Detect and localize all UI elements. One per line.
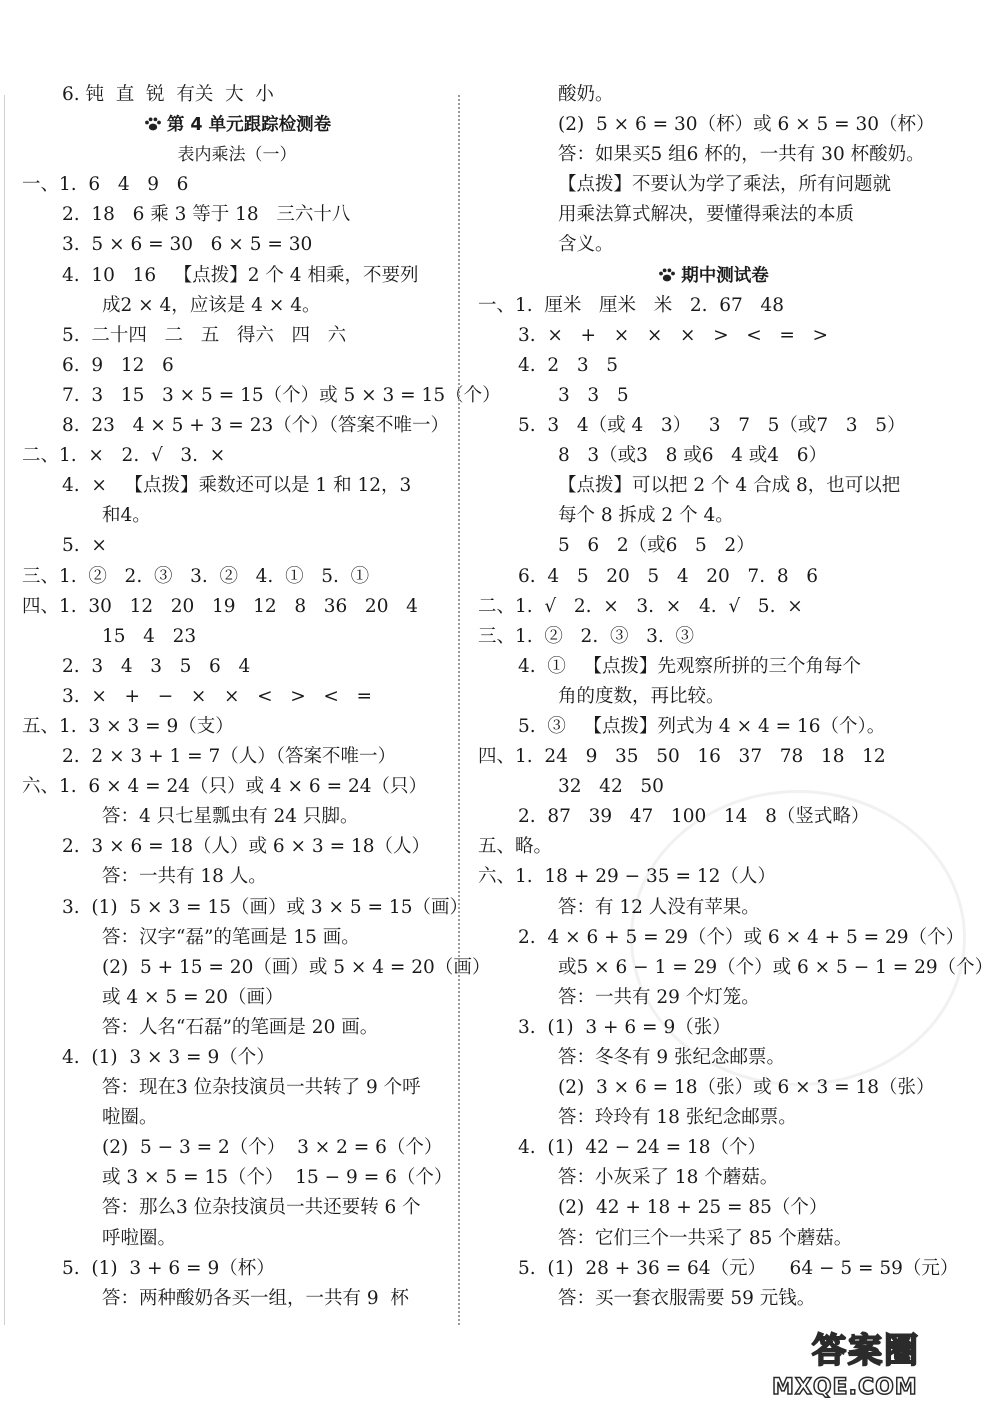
answer-line: 7. 3 15 3 × 5 = 15（个）或 5 × 3 = 15（个） [62, 384, 501, 406]
answer-line: 或 4 × 5 = 20（画） [102, 986, 284, 1008]
answer-line: (2) 42 + 18 + 25 = 85（个） [558, 1197, 828, 1219]
answer-line: 3. 5 × 6 = 30 6 × 5 = 30 [62, 234, 313, 256]
answer-line: 5. ③ 【点拨】列式为 4 × 4 = 16（个）。 [518, 715, 886, 737]
answer-line: 角的度数，再比较。 [558, 685, 725, 707]
answer-line: 2. 18 6 乘 3 等于 18 三六十八 [62, 204, 351, 226]
left-column [22, 80, 501, 1314]
answer-line: 答：有 12 人没有苹果。 [558, 896, 760, 918]
answer-line: 含义。 [558, 234, 614, 256]
answer-line: (2) 5 + 15 = 20（画）或 5 × 4 = 20（画） [102, 956, 491, 978]
answer-line: 答：现在3 位杂技演员一共转了 9 个呼 [102, 1077, 421, 1099]
answer-line: 答：玲玲有 18 张纪念邮票。 [558, 1107, 797, 1129]
answer-line: 2. 4 × 6 + 5 = 29（个）或 6 × 4 + 5 = 29（个） [518, 926, 965, 948]
answer-line: 呼啦圈。 [102, 1227, 177, 1249]
section-title-text: 期中测试卷 [681, 265, 769, 286]
answer-line: 二、1. × 2. √ 3. × [22, 445, 226, 467]
answer-line: 4. ① 【点拨】先观察所拼的三个角每个 [518, 655, 862, 677]
answer-line: 4. (1) 3 × 3 = 9（个） [62, 1047, 275, 1068]
answer-line: 和4。 [102, 505, 151, 527]
answer-line: 2. 3 4 3 5 6 4 [62, 655, 251, 677]
watermark [767, 1323, 982, 1411]
answer-line: 四、1. 24 9 35 50 16 37 78 18 12 [478, 746, 886, 768]
answer-line: 8 3（或3 8 或6 4 或4 6） [558, 445, 827, 467]
section-subtitle [22, 140, 452, 170]
answer-line: 4. × 【点拨】乘数还可以是 1 和 12，3 [62, 475, 412, 497]
answer-line: 一、1. 6 4 9 6 [22, 174, 189, 196]
section-title [478, 261, 948, 291]
answer-line: 5. 3 4（或 4 3） 3 7 5（或7 3 5） [518, 415, 906, 437]
answer-line: 二、1. √ 2. × 3. × 4. √ 5. × [478, 595, 803, 617]
watermark-logo-text: 答案圈 [812, 1331, 920, 1371]
answer-line: 答：如果买5 组6 杯的，一共有 30 杯酸奶。 [558, 144, 925, 166]
answer-line: 一、1. 厘米 厘米 米 2. 67 48 [478, 294, 784, 316]
answer-line: 答：一共有 18 人。 [102, 866, 267, 888]
answer-line: 答：买一套衣服需要 59 元钱。 [558, 1287, 816, 1309]
right-column [478, 80, 994, 1314]
answer-line: 答：一共有 29 个灯笼。 [558, 986, 760, 1008]
answer-line: 酸奶。 [558, 84, 614, 105]
answer-line: 5. (1) 3 + 6 = 9（杯） [62, 1257, 275, 1279]
answer-line: 6. 9 12 6 [62, 354, 174, 376]
answer-line: 答：小灰采了 18 个蘑菇。 [558, 1167, 779, 1189]
answer-line: 3. × + × × × > < = > [518, 324, 829, 346]
answer-line: 答：4 只七星瓢虫有 24 只脚。 [102, 806, 359, 828]
answer-line: 32 42 50 [558, 776, 664, 798]
answer-line: 5 6 2（或6 5 2） [558, 535, 755, 557]
answer-line: 五、1. 3 × 3 = 9（支） [22, 715, 234, 737]
answer-line: 【点拨】不要认为学了乘法，所有问题就 [558, 174, 892, 196]
answer-line: 或5 × 6 − 1 = 29（个）或 6 × 5 − 1 = 29（个） [558, 956, 994, 978]
answer-line: 答：冬冬有 9 张纪念邮票。 [558, 1047, 786, 1068]
answer-line: 2. 87 39 47 100 14 8（竖式略） [518, 806, 870, 828]
answer-line: 3. (1) 5 × 3 = 15（画）或 3 × 5 = 15（画） [62, 896, 468, 918]
answer-line: 2. 2 × 3 + 1 = 7（人）（答案不唯一） [62, 746, 397, 768]
page-edge [4, 95, 5, 1325]
answer-line: 三、1. ② 2. ③ 3. ③ [478, 625, 695, 647]
paw-icon [143, 112, 163, 128]
answer-line: 5. 二十四 二 五 得六 四 六 [62, 324, 347, 346]
answer-line: 每个 8 拆成 2 个 4。 [558, 505, 734, 527]
answer-line: 6. 钝 直 锐 有关 大 小 [62, 84, 274, 105]
answer-line: 3. × + − × × < > < = [62, 685, 373, 707]
answer-line: 用乘法算式解决，要懂得乘法的本质 [558, 204, 855, 226]
answer-line: 3. (1) 3 + 6 = 9（张） [518, 1016, 731, 1038]
answer-line: 答：汉字“磊”的笔画是 15 画。 [102, 926, 360, 948]
column-divider [458, 95, 460, 1325]
answer-line: 15 4 23 [102, 625, 197, 647]
answer-line: 六、1. 18 + 29 − 35 = 12（人） [478, 866, 776, 888]
answer-line: (2) 5 − 3 = 2（个） 3 × 2 = 6（个） [102, 1137, 443, 1159]
section-title [22, 110, 452, 140]
answer-line: 四、1. 30 12 20 19 12 8 36 20 4 [22, 595, 418, 617]
answer-line: 或 3 × 5 = 15（个） 15 − 9 = 6（个） [102, 1167, 453, 1189]
answer-line: 4. (1) 42 − 24 = 18（个） [518, 1137, 767, 1159]
answer-line: 5. (1) 28 + 36 = 64（元） 64 − 5 = 59（元） [518, 1257, 959, 1279]
answer-line: 4. 2 3 5 [518, 354, 619, 376]
answer-line: (2) 5 × 6 = 30（杯）或 6 × 5 = 30（杯） [558, 114, 935, 136]
answer-line: 答：那么3 位杂技演员一共还要转 6 个 [102, 1197, 421, 1219]
answer-line: 啦圈。 [102, 1107, 158, 1129]
answer-line: 三、1. ② 2. ③ 3. ② 4. ① 5. ① [22, 565, 370, 587]
answer-line: 4. 10 16 【点拨】2 个 4 相乘，不要列 [62, 264, 419, 286]
answer-line: 答：两种酸奶各买一组，一共有 9 杯 [102, 1287, 409, 1309]
answer-line: (2) 3 × 6 = 18（张）或 6 × 3 = 18（张） [558, 1077, 935, 1099]
answer-line: 五、略。 [478, 836, 553, 858]
answer-line: 六、1. 6 × 4 = 24（只）或 4 × 6 = 24（只） [22, 776, 428, 798]
answer-line: 3 3 5 [558, 384, 629, 406]
answer-line: 8. 23 4 × 5 + 3 = 23（个）（答案不唯一） [62, 415, 449, 437]
paw-icon [657, 263, 677, 279]
answer-line: 成2 × 4，应该是 4 × 4。 [102, 294, 321, 316]
watermark-url-text: MXQE.COM [772, 1375, 918, 1400]
section-title-text: 第 4 单元跟踪检测卷 [166, 115, 332, 136]
answer-line: 【点拨】可以把 2 个 4 合成 8，也可以把 [558, 475, 901, 497]
answer-line: 答：它们三个一共采了 85 个蘑菇。 [558, 1227, 853, 1249]
answer-line: 5. × [62, 535, 107, 557]
section-subtitle-text: 表内乘法（一） [177, 145, 297, 166]
answer-line: 2. 3 × 6 = 18（人）或 6 × 3 = 18（人） [62, 836, 431, 858]
answer-line: 6. 4 5 20 5 4 20 7. 8 6 [518, 565, 819, 587]
answer-line: 答：人名“石磊”的笔画是 20 画。 [102, 1016, 379, 1038]
